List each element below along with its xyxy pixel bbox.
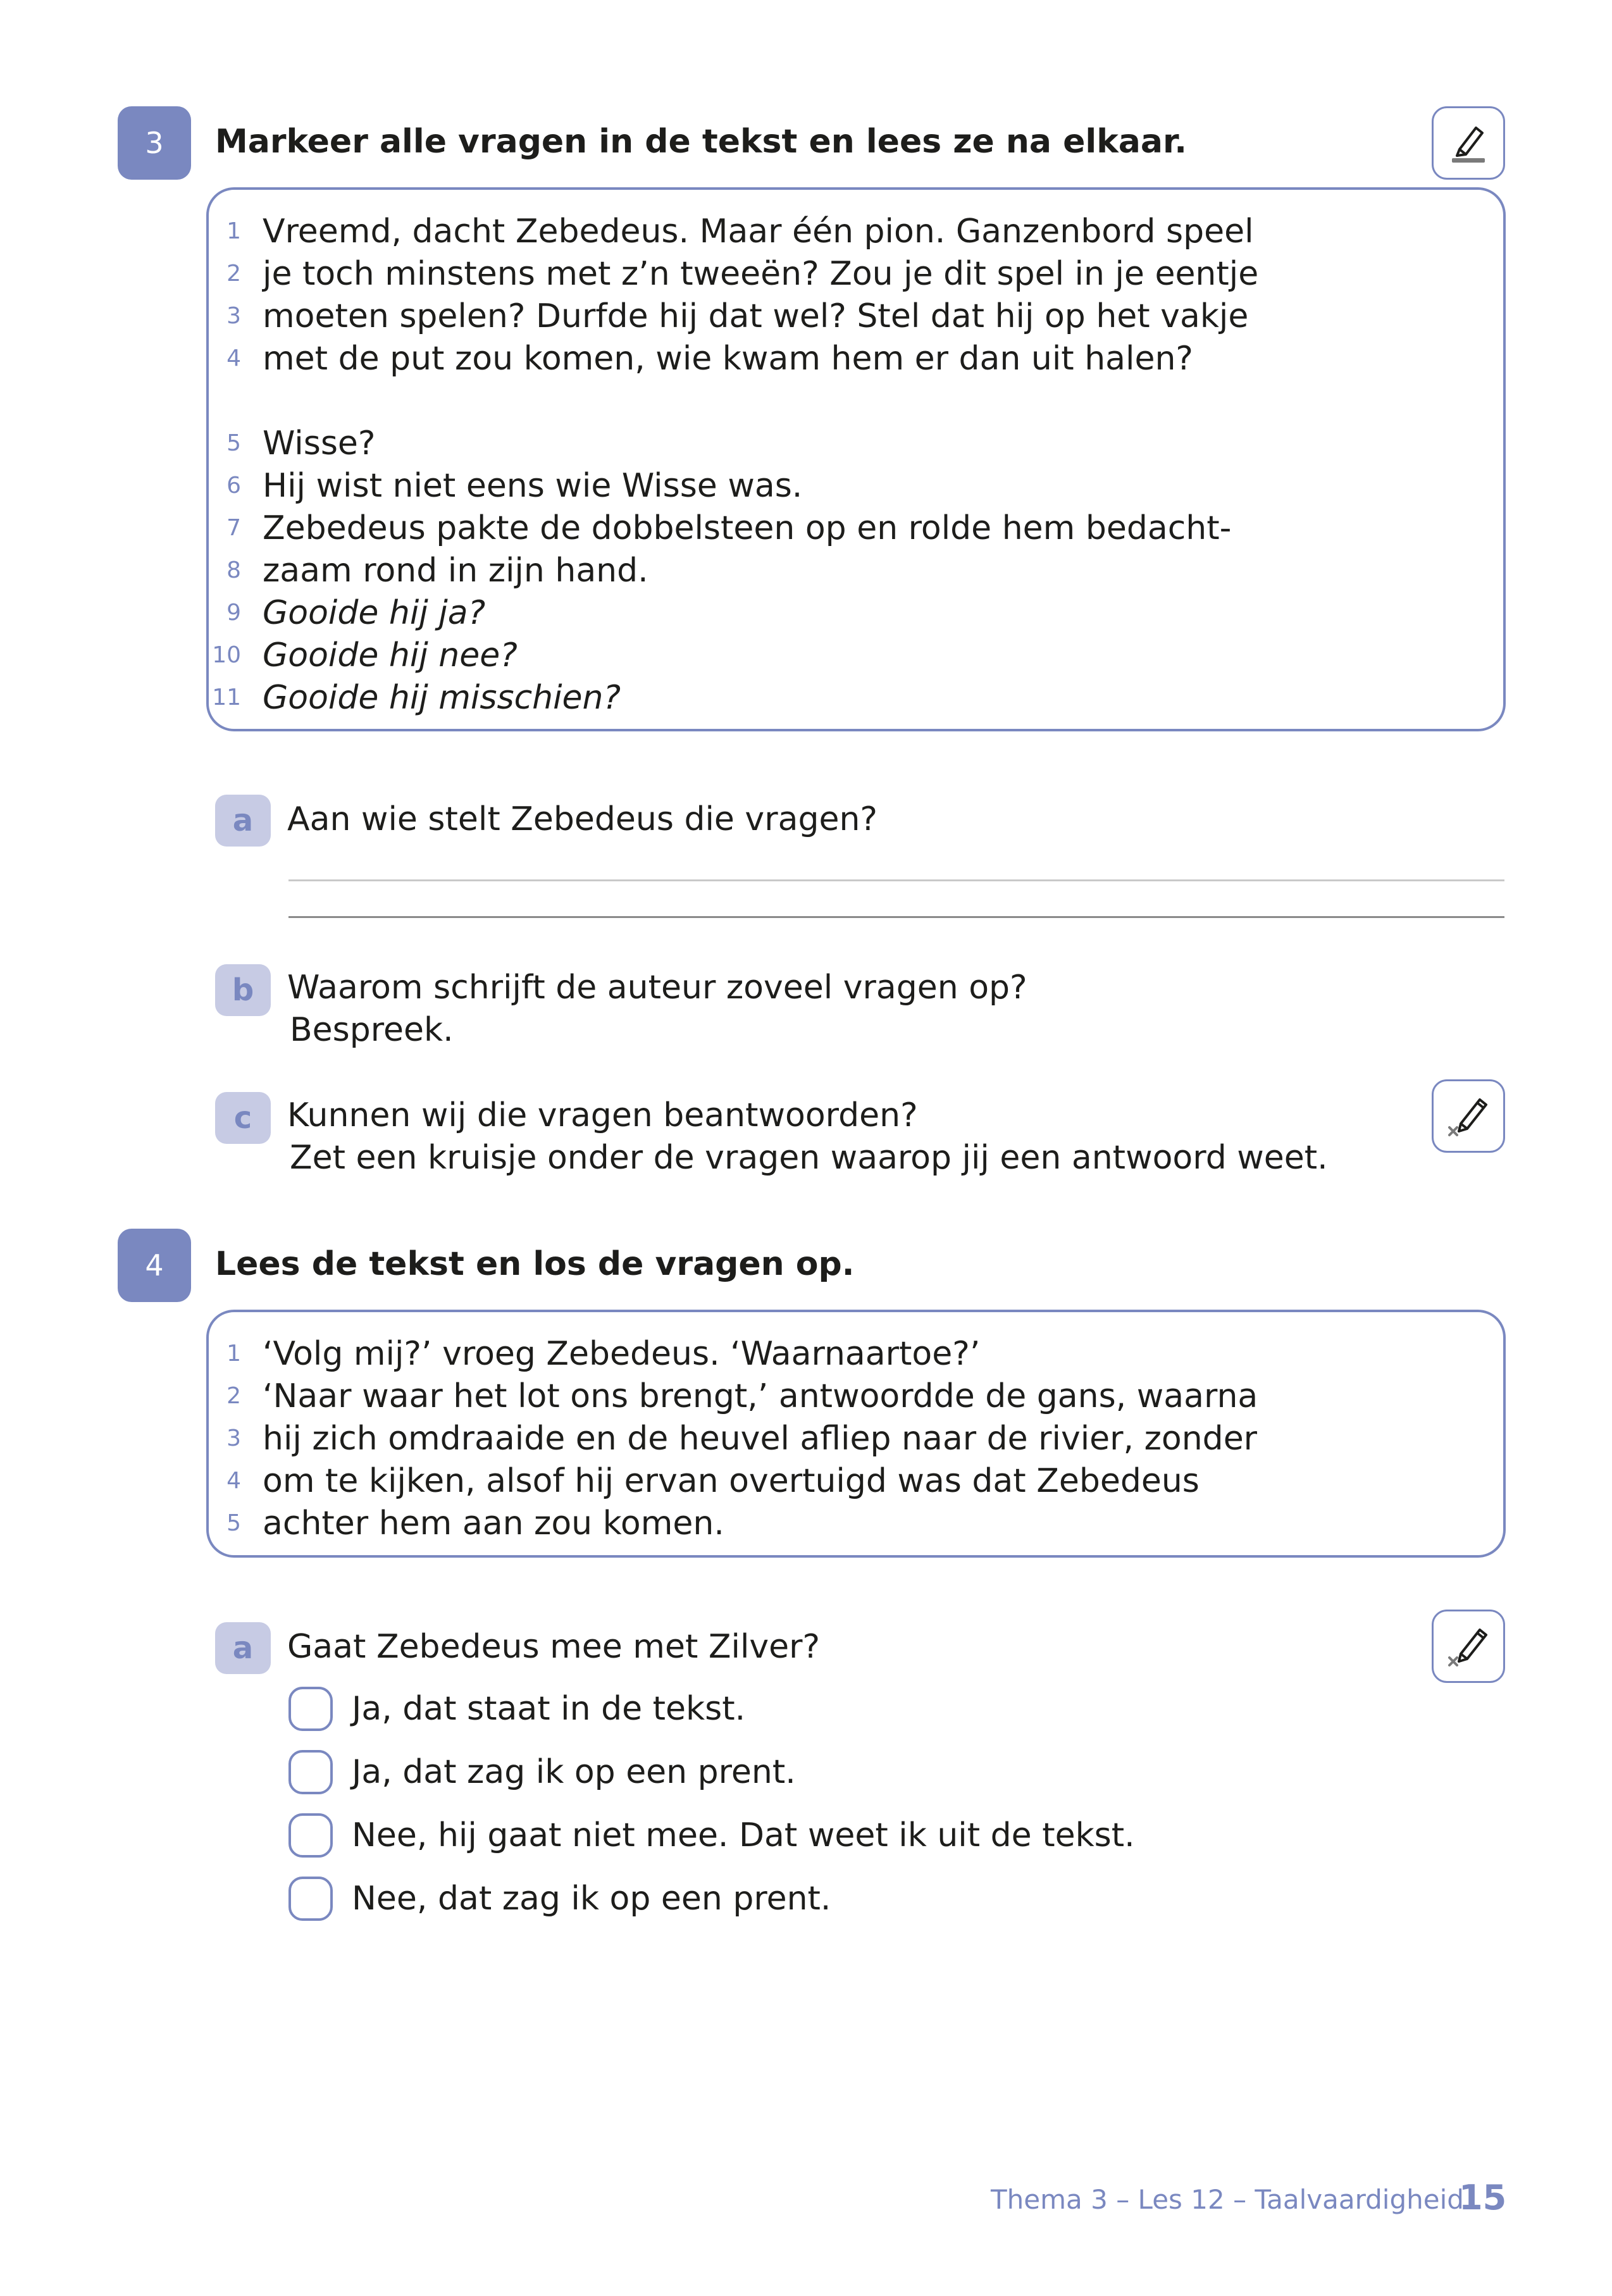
option-checkbox[interactable] xyxy=(288,1813,333,1858)
option-checkbox[interactable] xyxy=(288,1687,333,1731)
pencil-cross-icon[interactable] xyxy=(1432,1610,1505,1683)
question-4a-badge: a xyxy=(215,1622,271,1674)
text-line: 5 Wisse? xyxy=(226,424,376,462)
text-line: 11 Gooide hij misschien? xyxy=(212,678,621,717)
question-a-text: Aan wie stelt Zebedeus die vragen? xyxy=(287,800,878,838)
exercise-3-title: Markeer alle vragen in de tekst en lees ze na elkaar. xyxy=(215,123,1187,161)
text-line: 4 met de put zou komen, wie kwam hem er dan uit halen? xyxy=(226,339,1194,378)
text-line: 9 Gooide hij ja? xyxy=(226,593,486,632)
page-number: 15 xyxy=(1459,2178,1507,2218)
text-line: 7 Zebedeus pakte de dobbelsteen op en rolde hem bedacht- xyxy=(226,509,1232,547)
option-label: Nee, dat zag ik op een prent. xyxy=(352,1880,831,1918)
answer-line[interactable] xyxy=(288,916,1504,918)
text-line: 1 ‘Volg mij?’ vroeg Zebedeus. ‘Waarnaartoe?’ xyxy=(226,1334,981,1373)
exercise-4-number: 4 xyxy=(118,1229,191,1302)
text-line: 5 achter hem aan zou komen. xyxy=(226,1504,724,1542)
text-line: 1 Vreemd, dacht Zebedeus. Maar één pion. Ganzenbord speel xyxy=(226,212,1254,251)
footer-label: Thema 3 – Les 12 – Taalvaardigheid xyxy=(991,2184,1464,2215)
answer-line[interactable] xyxy=(288,879,1504,881)
highlighter-icon[interactable] xyxy=(1432,106,1505,180)
text-line: 10 Gooide hij nee? xyxy=(212,636,518,674)
question-c-badge: c xyxy=(215,1092,271,1144)
question-4a-text: Gaat Zebedeus mee met Zilver? xyxy=(287,1628,821,1666)
pencil-cross-icon[interactable] xyxy=(1432,1079,1505,1153)
option-label: Ja, dat zag ik op een prent. xyxy=(352,1753,796,1791)
exercise-3-text-box xyxy=(206,187,1506,731)
option-label: Nee, hij gaat niet mee. Dat weet ik uit de tekst. xyxy=(352,1816,1135,1854)
text-line: 2 je toch minstens met z’n tweeën? Zou je dit spel in je eentje xyxy=(226,254,1259,293)
question-c-subtext: Zet een kruisje onder de vragen waarop jij een antwoord weet. xyxy=(290,1139,1328,1177)
text-line: 4 om te kijken, alsof hij ervan overtuigd was dat Zebedeus xyxy=(226,1461,1200,1500)
option-checkbox[interactable] xyxy=(288,1750,333,1794)
text-line: 3 moeten spelen? Durfde hij dat wel? Stel dat hij op het vakje xyxy=(226,297,1249,335)
question-b-badge: b xyxy=(215,964,271,1016)
exercise-3-number: 3 xyxy=(118,106,191,180)
exercise-4-title: Lees de tekst en los de vragen op. xyxy=(215,1245,855,1283)
text-line: 2 ‘Naar waar het lot ons brengt,’ antwoordde de gans, waarna xyxy=(226,1377,1258,1415)
question-b-text: Waarom schrijft de auteur zoveel vragen op? xyxy=(287,969,1027,1007)
option-checkbox[interactable] xyxy=(288,1877,333,1921)
text-line: 6 Hij wist niet eens wie Wisse was. xyxy=(226,466,803,505)
question-c-text: Kunnen wij die vragen beantwoorden? xyxy=(287,1096,918,1134)
question-a-badge: a xyxy=(215,795,271,847)
exercise-4-text-box xyxy=(206,1310,1506,1558)
question-b-subtext: Bespreek. xyxy=(290,1011,454,1049)
text-line: 3 hij zich omdraaide en de heuvel afliep naar de rivier, zonder xyxy=(226,1419,1258,1458)
text-line: 8 zaam rond in zijn hand. xyxy=(226,551,648,590)
option-label: Ja, dat staat in de tekst. xyxy=(352,1690,746,1728)
